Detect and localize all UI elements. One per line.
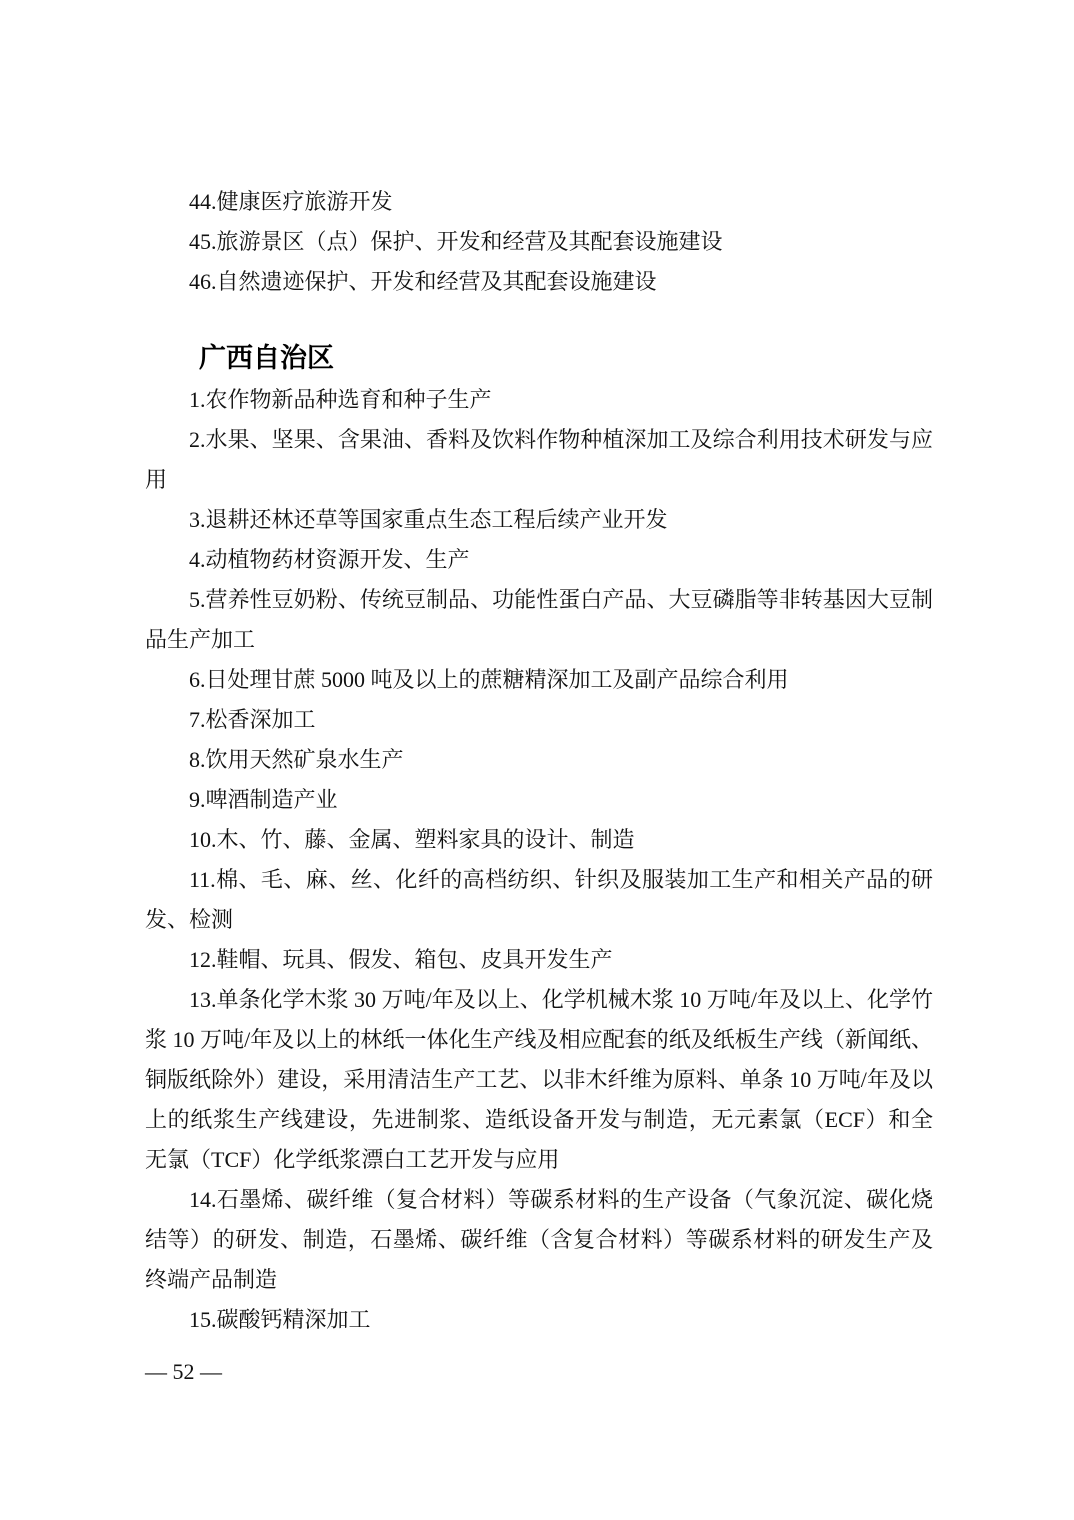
list-item: 14.石墨烯、碳纤维（复合材料）等碳系材料的生产设备（气象沉淀、碳化烧结等）的研发、制造，石墨烯、碳纤维（含复合材料）等碳系材料的研发生产及终端产品制造 <box>145 1187 933 1292</box>
list-item: 13.单条化学木浆 30 万吨/年及以上、化学机械木浆 10 万吨/年及以上、化学竹浆 10 万吨/年及以上的林纸一体化生产线及相应配套的纸及纸板生产线（新闻纸、铜版纸除外）建设，采用清洁生产工艺、以非木纤维为原料、单条 10 万吨/年及以上的纸浆生产线建设，先进制浆、造纸设备开发与制造，无元素氯（ECF）和全无氯（TCF）化学纸浆漂白工艺开发与应用 <box>145 987 933 1172</box>
list-item: 9.啤酒制造产业 <box>189 787 338 812</box>
list-item: 10.木、竹、藤、金属、塑料家具的设计、制造 <box>189 827 635 852</box>
list-item: 7.松香深加工 <box>189 707 316 732</box>
list-item: 4.动植物药材资源开发、生产 <box>189 547 470 572</box>
list-item: 2.水果、坚果、含果油、香料及饮料作物种植深加工及综合利用技术研发与应用 <box>145 427 933 492</box>
page-number: — 52 — <box>145 1359 222 1384</box>
list-item: 46.自然遗迹保护、开发和经营及其配套设施建设 <box>189 269 657 294</box>
list-item: 6.日处理甘蔗 5000 吨及以上的蔗糖精深加工及副产品综合利用 <box>189 667 789 692</box>
list-item: 3.退耕还林还草等国家重点生态工程后续产业开发 <box>189 507 668 532</box>
list-item: 8.饮用天然矿泉水生产 <box>189 747 404 772</box>
list-item: 15.碳酸钙精深加工 <box>189 1307 371 1332</box>
list-item: 45.旅游景区（点）保护、开发和经营及其配套设施建设 <box>189 229 723 254</box>
list-item: 5.营养性豆奶粉、传统豆制品、功能性蛋白产品、大豆磷脂等非转基因大豆制品生产加工 <box>145 587 933 652</box>
list-item: 11.棉、毛、麻、丝、化纤的高档纺织、针织及服装加工生产和相关产品的研发、检测 <box>145 867 933 932</box>
document-body <box>145 182 933 1340</box>
page-footer <box>145 1352 222 1392</box>
section-heading: 广西自治区 <box>199 343 334 373</box>
list-item: 44.健康医疗旅游开发 <box>189 189 393 214</box>
list-item: 12.鞋帽、玩具、假发、箱包、皮具开发生产 <box>189 947 613 972</box>
list-item: 1.农作物新品种选育和种子生产 <box>189 387 492 412</box>
